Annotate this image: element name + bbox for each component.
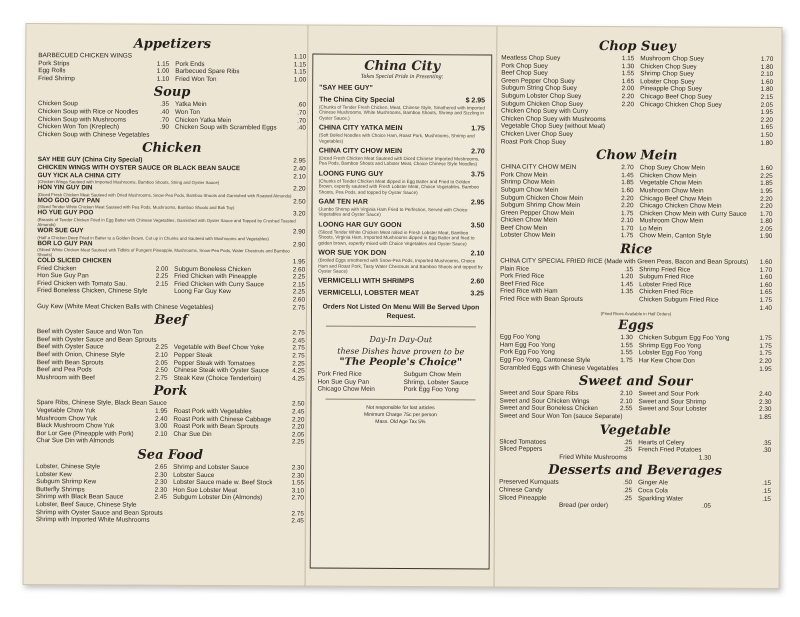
special-item: VERMICELLI WITH SHRIMPS 2.60 [318,277,485,286]
menu-item: 1.95 [759,365,772,373]
menu-item: Scrambled Eggs with Chinese Vegetables [499,364,619,372]
item-description: (Half a Chicken Deep Fried in Batter to a Golden Brown, Cut up in Chunks and Sauteed with Mushrooms and Vegetables) [37,234,269,241]
item-description: (Sliced White Chicken Meat Sauteed with Tidbits of Pungent Pineapple, Mushrooms, Snow-Pea Pods, Water Chestnuts and Bamboo Shoots) [37,247,290,258]
menu-item: Butterfly Shrimps 2.30 [36,485,168,494]
appetizers-heading: Appetizers [133,36,212,52]
menu-item: Mushroom Chow Mein 1.95 [639,187,773,195]
menu-item: Beef with Oyster Sauce and Bean Sprouts 2.45 [36,335,305,345]
item-description: (Sliced Tender White Chicken Meat Sauteed with Pea Pods, Mushrooms, Bamboo Shoots and Bok Toy) [37,204,235,211]
menu-sheet [23,23,783,589]
menu-item: Chicago Chicken Chop Suey 2.05 [640,100,774,109]
menu-item: Roast Pork with Bean Sprouts 2.20 [173,422,305,431]
tax-note: Mass. Old Age Tax 5% [375,418,426,426]
right-panel [499,37,774,582]
menu-item: Subgum Fried Rice 1.60 [639,273,773,282]
menu-item: Chicken Subgum Egg Foo Yong 1.75 [638,334,772,343]
menu-item: Lobster Sauce made w. Beef Stock 1.55 [173,478,305,487]
menu-item: 2.25 [291,438,305,446]
menu-item: Vegetable Chow Yuk 1.95 [36,407,168,415]
menu-item: Subgum Chicken Chow Mein 2.20 [500,194,634,202]
item-description: (Soft Boiled Noodles with Choice Ham, Roast Pork, Mushrooms, Shrimp and Vegetables) [318,132,475,144]
menu-item: Egg Foo Yong, Cantonese Style 1.75 [499,356,633,365]
menu-item: Sweet and Sour Pork 2.40 [638,390,772,399]
menu-item: Vegetable Chop Suey (without Meat) 1.65 [500,122,773,132]
menu-item: Shrimp with Oyster Sauce and Bean Sprouts 2.75 [35,508,304,518]
menu-item: Chicken Won Ton (Kreplech) .90 [37,123,169,131]
menu-item: Barbecued Spare Ribs 1.15 [175,67,307,76]
menu-item: Chicken Liver Chop Suey 1.50 [500,130,773,139]
menu-item: GUY YICK ALA CHINA CITY 2.10 [37,171,306,181]
menu-item: COLD SLICED CHICKEN 1.95 [37,257,306,266]
menu-item: Shrimp with Black Bean Sauce 2.45 [35,493,168,502]
item-description: (Chicken Wings Sauteed with Imported Mushrooms, Bamboo Shoots, String and Oyster Sauce) [37,179,220,186]
menu-item: Pork Chow Mein 1.45 [500,171,634,179]
menu-item: Chinese Steak with Oyster Sauce 4.25 [173,367,305,375]
menu-item: Chicken Fried Rice 1.65 [639,288,773,297]
menu-item: BOR LO GUY PAN 2.90 [37,239,306,248]
day-in-day-out: Day-In Day-Out [369,334,433,345]
special-item: CHINA CITY YATKA MEIN 1.75 [318,124,485,133]
desserts-heading: Desserts and Beverages [548,463,723,480]
menu-item: Chicken Soup with Mushrooms .70 [37,115,169,124]
sweetsour-heading: Sweet and Sour [578,374,693,390]
menu-item: Beef with Oyster Sauce 2.25 [36,343,168,352]
special-item: GAM TEN HAR 2.95 [318,198,485,207]
chowmein-heading: Chow Mein [596,148,678,164]
menu-item: Lobster Chow Mein 1.75 [500,231,634,240]
menu-item: Sliced Tomatoes .25 [499,438,633,446]
menu-item: Mushroom Chow Yuk 2.40 [36,414,168,423]
menu-item: Pineapple Chop Suey 1.80 [640,85,774,94]
menu-item: Lobster Kew 2.30 [36,470,168,479]
menu-item: Chicken Soup .35 [38,100,170,109]
menu-item: Subgum Shrimp Chow Mein 2.20 [500,201,634,210]
item-description: (Jumbo Shrimp with Virginia Ham Fried to Perfection, Served with Choice Vegetables and Oyster Sauce) [318,206,468,218]
menu-item: Lo Mein 2.05 [639,225,773,233]
menu-item: Chicken Chow Mein 2.10 [500,216,634,225]
menu-item: Coca Cola .15 [638,487,772,495]
menu-item: Roast Pork Chop Suey 1.80 [500,138,773,147]
soup-heading: Soup [153,85,191,101]
item-description: (Diced Fresh Chicken Meat Sauteed with Diced Chinese Imported Mushrooms, Pea Pods, Bamboo Shoots and Lobster Meat, Choice Chinese Style Noodles) [318,155,480,167]
vegetable-heading: Vegetable [599,422,672,438]
menu-item: Beef Chow Mein 1.70 [500,224,634,233]
choice-item: Pork Egg Foo Yong [403,386,459,394]
menu-item: Sweet and Sour Lobster 2.30 [638,405,772,414]
menu-item: Fried Shrimp 1.10 [38,74,170,83]
special-item: CHINA CITY CHOW MEIN 2.70 [318,147,485,156]
menu-item: Guy Kew (White Meat Chicken Balls with Chinese Vegetables) 2.75 [36,302,306,312]
menu-item: Pork Fried Rice 1.20 [500,272,634,281]
item-description: (Diced Fresh Chicken Meat Sauteed with Dried Mushrooms, Snow-Pea Pods, Bamboo Shoots and Garnished with Roasted Almonds) [37,191,292,199]
menu-item: French Fried Potatoes .30 [638,446,772,455]
menu-item: Fried Won Ton 1.00 [175,75,307,84]
orders-note: Orders Not Listed On Menu Will Be Served Upon Request. [322,303,480,320]
special-item: VERMICELLI, LOBSTER MEAT 3.25 [318,289,485,298]
item-description: (Breasts of Tender Chicken Fried in Egg Batter with Chinese Vegetables, Garnished with Oyster Sauce and Topped by Crushed Toasted Almonds) [37,216,296,228]
eggs-heading: Eggs [618,318,654,334]
item-description: (Chunks of Tender Fresh Chicken, Meat, Chinese Style, Smothered with Imported Chinese Mushrooms, White Mushrooms, Bamboo Shoots, Shrimp and Sizzling in Oyster Sauce.) [318,104,485,121]
menu-item: Sweet and Sour Chicken Wings 2.10 [499,397,633,405]
menu-item: Beef Fried Rice 1.45 [500,280,634,289]
menu-item: Subgum Boneless Chicken 2.60 [174,265,306,274]
seafood-heading: Sea Food [137,447,204,463]
menu-item: Subgum Chicken Chop Suey 2.20 [501,100,635,108]
menu-item: SAY HEE GUY (China City Special) 2.95 [37,156,306,165]
menu-item: Beef with Onion, Chinese Style 2.10 [36,351,168,359]
menu-item: Chop Suey Chow Mein 1.60 [639,164,773,173]
menu-item: Fried Chicken with Tomato Sau. 2.15 [37,279,169,288]
menu-item: Sparkling Water .15 [637,494,772,503]
choice-item: Subgum Chow Mein [403,371,462,379]
beef-heading: Beef [154,312,188,329]
menu-item: Ham Egg Foo Yong 1.55 [499,341,633,350]
menu-item: CHINA CITY SPECIAL FRIED RICE (Made with Green Peas, Bacon and Bean Sprouts) 1.60 [500,257,773,266]
not-responsible: Not responsible for lost articles [366,404,435,412]
menu-item: Pepper Steak 2.75 [173,351,305,360]
menu-item: Hearts of Celery .35 [638,438,772,447]
menu-item: Chicken Subgum Fried Rice 1.75 [639,296,773,304]
special-item: "SAY HEE GUY" [319,84,373,92]
menu-item: Pork Ends 1.15 [175,60,307,69]
menu-item: Shrimp and Lobster Sauce 2.30 [173,463,305,472]
menu-item: Shrimp Chow Mein 1.85 [500,178,634,187]
menu-item: Subgum String Chop Suey 2.00 [501,84,635,93]
menu-item: Chicken Chop Suey 1.80 [640,62,774,71]
special-item: WOR SUE YOK DON 2.10 [318,249,485,258]
menu-item: Sweet and Sour Shrimp 2.30 [638,398,772,406]
menu-item: Roast Pork with Vegetables 2.45 [173,407,305,416]
item-description: (Sliced Tender White Chicken Meat rolled in Fresh Lobster Meat, Bamboo Shoots, Virginia Ham, Imported Mushrooms dipped in Egg Batter and fried to golden brown, expertly mixed with Choice Vegetables and Oyster Sauce) [318,229,475,247]
menu-item: Egg Rolls 1.00 [38,67,170,75]
menu-item: Mushroom with Beef 2.75 [36,373,168,382]
menu-item: Vegetable Chow Mein 1.85 [639,179,773,188]
peoples-choice: "The People's Choice" [339,356,463,369]
menu-item: Green Pepper Chop Suey 1.65 [501,77,635,85]
center-panel [310,54,493,581]
menu-item: Char Sue Din with Almonds [36,437,115,445]
menu-item: Beef Chop Suey 1.55 [501,69,635,78]
chicken-heading: Chicken [142,140,202,157]
menu-item: Subgum Lobster Din (Almonds) 2.70 [172,494,305,502]
minimum-charge: Minimum Charge 75c per person [364,411,437,419]
menu-item: Bread (per order) .05 [558,501,711,510]
menu-item: Ginger Ale .15 [638,479,772,488]
menu-item: Chicago Beef Chow Mein 2.20 [639,194,773,203]
menu-item: Shrimp with Imported White Mushrooms 2.45 [35,516,304,525]
menu-item: Loong Far Guy Kew 2.25 [174,288,306,296]
menu-item: Sliced Pineapple .25 [498,494,633,502]
menu-item: Sweet and Sour Boneless Chicken 2.55 [499,404,633,413]
specials-box [310,54,493,570]
special-item: LOONG FUNG GUY 3.75 [318,170,485,179]
menu-item: Beef with Bean Sprouts 2.05 [36,358,168,367]
pork-heading: Pork [153,384,188,400]
menu-item: Beef with Oyster Sauce and Won Ton 2.75 [36,328,305,337]
menu-item: Shrimp Fried Rice 1.70 [639,265,773,274]
menu-item: Subgum Shrimp Kew 2.30 [36,478,168,486]
menu-item: Hon Sue Guy Pan 2.25 [37,272,169,281]
menu-item: Chicken Soup with Chinese Vegetables [37,130,150,139]
menu-item: Sweet and Sour Won Ton (sauce Separate) [499,412,623,421]
menu-item: Fried Chicken with Pineapple 2.25 [174,273,306,281]
menu-item: Chicken Chop Suey with Curry 1.95 [501,107,774,117]
menu-item: Har Kew Chow Don 2.20 [638,357,772,365]
menu-item: Chicken Yatka Mein .70 [174,116,306,125]
menu-item: CHINA CITY CHOW MEIN 2.70 [500,163,634,172]
menu-item: BARBECUED CHICKEN WINGS 1.10 [38,52,307,61]
restaurant-title: China City [364,58,441,75]
menu-item: HO YUE GUY POO 3.20 [37,209,306,218]
menu-item: Won Ton .70 [174,108,307,117]
menu-item: Preserved Kumquats .50 [499,478,633,487]
choice-item: Pork Fried Rice [317,370,362,378]
menu-item: Green Pepper Chow Mein 1.75 [500,209,634,217]
rice-note: (Fried Rices Available in Half Orders) [600,311,672,317]
menu-item: Sweet and Sour Spare Ribs 2.10 [499,389,633,398]
menu-item: Plain Rice .15 [500,265,634,273]
menu-item: Lobster Chop Suey 1.60 [640,78,774,86]
chopsuey-heading: Chop Suey [598,39,676,55]
menu-item: Chicken Soup with Scrambled Eggs .40 [174,123,306,132]
choice-item: Hon Sue Guy Pan [317,378,370,386]
choice-item: Chicago Chow Mein [317,385,375,394]
menu-item: Yatka Mein .60 [175,101,307,109]
proven-text: these Dishes have proven to be [337,346,465,357]
special-item: LOONG HAR GUY GOON 3.50 [318,221,485,230]
menu-item: Lobster Sauce 2.30 [173,471,305,480]
menu-item: Roast Pork with Chinese Cabbage 2.20 [173,415,305,424]
menu-item: Chow Mein, Canton Style 1.90 [639,232,773,241]
menu-item: Pork Egg Foo Yong 1.55 [499,348,633,357]
menu-item: 1.40 [759,304,773,312]
menu-item: Chicago Beef Chop Suey 2.15 [640,93,774,101]
menu-item: Black Mushroom Chow Yuk 3.00 [36,422,168,430]
menu-item: Fried Chicken with Curry Sauce 2.15 [174,280,306,289]
menu-item: Steak Kew (Choice Tenderloin) 4.25 [173,374,305,383]
menu-item: Pork Strips 1.15 [38,59,170,68]
menu-item: 2.60 [292,296,306,304]
menu-item: Chicken Chow Mein with Curry Sauce 1.70 [639,209,773,218]
menu-item: Chicken Soup with Rice or Noodles .40 [37,108,170,116]
menu-item: Fried Chicken 2.00 [37,264,169,273]
menu-item: Beef and Pea Pods 2.50 [36,366,168,374]
menu-item: Bor Lor Gee (Pineapple with Pork) 2.10 [36,429,168,438]
menu-item: Chinese Candy .25 [499,486,633,495]
tagline: Takes Special Pride in Presenting: [360,73,444,81]
menu-item: Subgum Lobster Chop Suey 2.20 [501,92,635,101]
menu-item: Shrimp Egg Foo Yong 1.75 [638,342,772,350]
item-description: (Broiled Eggs smothered with Snow-Pea Pods, Imported Mushrooms, Choice Ham and Roast Pork, Tasty Water Chestnuts and Bamboo Shoots and topped by Oyster Sauce) [318,257,483,274]
menu-item: Lobster Fried Rice 1.60 [639,281,773,289]
menu-item: Char Sue Din 2.05 [173,430,305,439]
menu-item: Pork Chop Suey 1.30 [501,62,635,70]
menu-item: HON YIN GUY DIN 2.20 [37,184,306,193]
menu-item: MOO GOO GUY PAN 2.50 [37,196,306,206]
left-panel [36,34,307,579]
menu-item: Mushroom Chow Mein 1.80 [639,217,773,226]
menu-item: Fried Rice with Ham 1.35 [500,287,634,296]
special-item: The China City Special $ 2.95 [319,96,486,105]
menu-item: Hon Sue Lobster Meat 3.10 [173,486,305,495]
menu-item: Spare Ribs, Chinese Style, Black Bean Sauce 2.50 [36,399,305,408]
menu-item: Fried Boneless Chicken, Chinese Style [37,287,148,296]
menu-item: CHICKEN WINGS WITH OYSTER SAUCE OR BLACK BEAN SAUCE 2.40 [37,164,306,173]
menu-item: Meatless Chop Suey 1.15 [501,54,635,63]
choice-item: Shrimp, Lobster Sauce [403,378,469,387]
menu-item: Subgum Chow Mein 1.60 [500,186,634,195]
menu-item: WOR SUE GUY 2.90 [37,226,306,236]
menu-item: Lobster Egg Foo Yong 1.75 [638,349,772,358]
menu-item: Shrimp Chop Suey 2.10 [640,70,774,79]
menu-item: Chicken Chop Suey with Mushrooms 2.20 [500,115,773,124]
rice-heading: Rice [620,242,653,258]
menu-item: Lobster, Chinese Style 2.65 [36,463,168,471]
menu-item: Mushroom Chop Suey 1.70 [640,55,774,63]
menu-item: Lobster, Beef Sauce, Chinese Style [35,501,137,509]
menu-item: Fried White Mushrooms 1.30 [559,453,712,462]
menu-item: Egg Foo Yong 1.30 [499,333,633,342]
fold-line-right [494,26,498,586]
menu-item: Chicago Chicken Chow Mein 2.20 [639,202,773,211]
item-description: (Chunks of Tender Chicken Meat dipped in Egg Batter and Fried to Golden Brown, expertly sauteed with Fresh Lobster Meat, Choice Vegetables, Bamboo Shoots, Pea Pods, and topped by Oyster Sauce) [318,178,479,195]
menu-item: Sliced Peppers .25 [499,445,633,454]
menu-item: 1.85 [758,413,772,421]
menu-item: Pepper Steak with Tomatoes 2.25 [173,359,305,368]
menu-item: Fried Rice with Bean Sprouts [500,295,583,303]
menu-item: Vegetable with Beef Chow Yoke 2.75 [173,344,305,352]
menu-item: Chicken Chow Mein 2.25 [639,171,773,180]
